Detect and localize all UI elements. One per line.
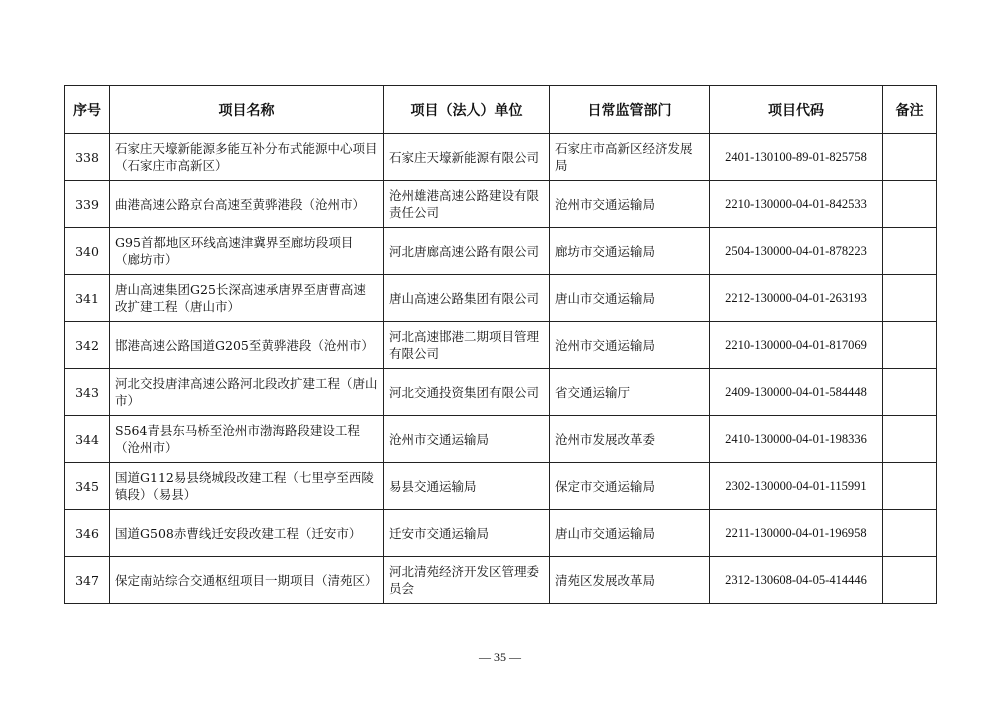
cell-project-code: 2504-130000-04-01-878223 — [710, 228, 883, 275]
header-supervision-dept: 日常监管部门 — [550, 86, 710, 134]
cell-remarks — [883, 416, 937, 463]
cell-legal-unit: 河北清苑经济开发区管理委员会 — [384, 557, 550, 604]
cell-project-name: 曲港高速公路京台高速至黄骅港段（沧州市） — [110, 181, 384, 228]
cell-remarks — [883, 557, 937, 604]
cell-remarks — [883, 134, 937, 181]
cell-legal-unit: 河北高速邯港二期项目管理有限公司 — [384, 322, 550, 369]
cell-supervision-dept: 省交通运输厅 — [550, 369, 710, 416]
cell-serial: 341 — [65, 275, 110, 322]
page-number: — 35 — — [479, 650, 521, 664]
cell-project-code: 2410-130000-04-01-198336 — [710, 416, 883, 463]
cell-serial: 339 — [65, 181, 110, 228]
cell-serial: 342 — [65, 322, 110, 369]
table-row — [65, 322, 937, 369]
cell-legal-unit: 石家庄天壕新能源有限公司 — [384, 134, 550, 181]
header-project-code: 项目代码 — [710, 86, 883, 134]
table-row — [65, 510, 937, 557]
table-row — [65, 275, 937, 322]
cell-remarks — [883, 369, 937, 416]
cell-legal-unit: 沧州市交通运输局 — [384, 416, 550, 463]
cell-project-name: 石家庄天壕新能源多能互补分布式能源中心项目（石家庄市高新区） — [110, 134, 384, 181]
cell-remarks — [883, 322, 937, 369]
cell-remarks — [883, 228, 937, 275]
table-row — [65, 557, 937, 604]
cell-remarks — [883, 181, 937, 228]
header-remarks: 备注 — [883, 86, 937, 134]
cell-serial: 343 — [65, 369, 110, 416]
cell-project-code: 2210-130000-04-01-817069 — [710, 322, 883, 369]
cell-project-name: S564青县东马桥至沧州市渤海路段建设工程（沧州市） — [110, 416, 384, 463]
cell-project-name: 保定南站综合交通枢纽项目一期项目（清苑区） — [110, 557, 384, 604]
cell-project-code: 2409-130000-04-01-584448 — [710, 369, 883, 416]
cell-project-code: 2302-130000-04-01-115991 — [710, 463, 883, 510]
table-row — [65, 228, 937, 275]
cell-project-name: 河北交投唐津高速公路河北段改扩建工程（唐山市） — [110, 369, 384, 416]
cell-serial: 345 — [65, 463, 110, 510]
table-header-row — [65, 86, 937, 134]
table-row — [65, 134, 937, 181]
cell-supervision-dept: 沧州市交通运输局 — [550, 322, 710, 369]
cell-supervision-dept: 唐山市交通运输局 — [550, 275, 710, 322]
cell-legal-unit: 河北唐廊高速公路有限公司 — [384, 228, 550, 275]
cell-serial: 347 — [65, 557, 110, 604]
cell-remarks — [883, 275, 937, 322]
cell-legal-unit: 易县交通运输局 — [384, 463, 550, 510]
cell-legal-unit: 迁安市交通运输局 — [384, 510, 550, 557]
cell-project-code: 2210-130000-04-01-842533 — [710, 181, 883, 228]
cell-legal-unit: 沧州雄港高速公路建设有限责任公司 — [384, 181, 550, 228]
cell-project-name: 邯港高速公路国道G205至黄骅港段（沧州市） — [110, 322, 384, 369]
header-legal-unit: 项目（法人）单位 — [384, 86, 550, 134]
cell-project-code: 2212-130000-04-01-263193 — [710, 275, 883, 322]
header-project-name: 项目名称 — [110, 86, 384, 134]
cell-supervision-dept: 廊坊市交通运输局 — [550, 228, 710, 275]
cell-remarks — [883, 463, 937, 510]
cell-serial: 346 — [65, 510, 110, 557]
cell-serial: 340 — [65, 228, 110, 275]
cell-project-name: 国道G508赤曹线迁安段改建工程（迁安市） — [110, 510, 384, 557]
cell-project-code: 2401-130100-89-01-825758 — [710, 134, 883, 181]
table-row — [65, 416, 937, 463]
table-row — [65, 369, 937, 416]
project-table — [64, 85, 937, 604]
cell-remarks — [883, 510, 937, 557]
cell-project-name: G95首都地区环线高速津冀界至廊坊段项目（廊坊市） — [110, 228, 384, 275]
cell-serial: 338 — [65, 134, 110, 181]
cell-project-name: 国道G112易县绕城段改建工程（七里亭至西陵镇段）（易县） — [110, 463, 384, 510]
header-serial: 序号 — [65, 86, 110, 134]
cell-legal-unit: 唐山高速公路集团有限公司 — [384, 275, 550, 322]
cell-project-name: 唐山高速集团G25长深高速承唐界至唐曹高速改扩建工程（唐山市） — [110, 275, 384, 322]
cell-supervision-dept: 唐山市交通运输局 — [550, 510, 710, 557]
cell-project-code: 2211-130000-04-01-196958 — [710, 510, 883, 557]
cell-serial: 344 — [65, 416, 110, 463]
cell-supervision-dept: 清苑区发展改革局 — [550, 557, 710, 604]
table-row — [65, 181, 937, 228]
cell-supervision-dept: 沧州市发展改革委 — [550, 416, 710, 463]
cell-legal-unit: 河北交通投资集团有限公司 — [384, 369, 550, 416]
cell-supervision-dept: 石家庄市高新区经济发展局 — [550, 134, 710, 181]
cell-project-code: 2312-130608-04-05-414446 — [710, 557, 883, 604]
cell-supervision-dept: 沧州市交通运输局 — [550, 181, 710, 228]
table-row — [65, 463, 937, 510]
cell-supervision-dept: 保定市交通运输局 — [550, 463, 710, 510]
